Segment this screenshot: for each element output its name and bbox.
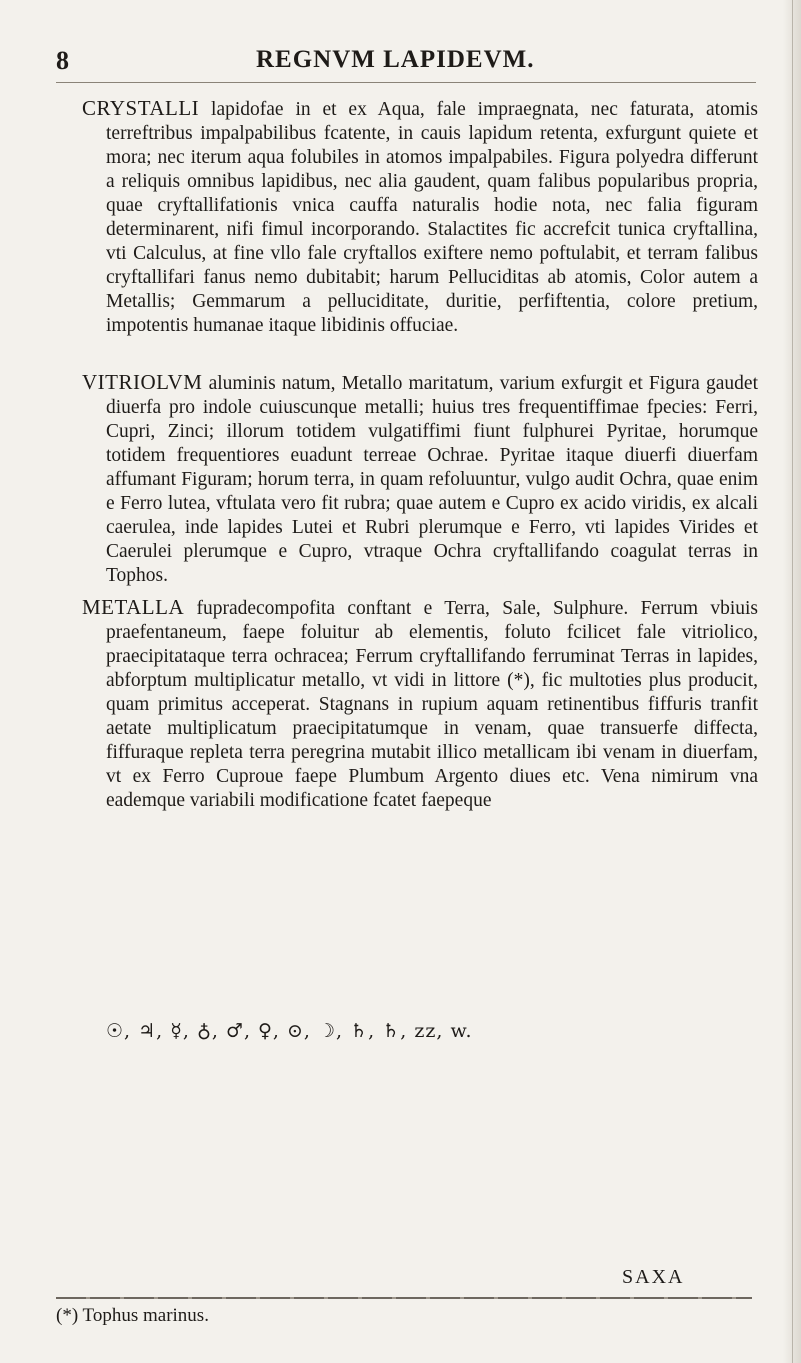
footnote: (*) Tophus marinus. [56, 1305, 209, 1326]
page-edge-line [792, 0, 793, 1363]
paragraph-vitriolum [82, 370, 758, 588]
paragraph-crystalli [82, 96, 758, 338]
running-title: REGNVM LAPIDEVM. [256, 46, 535, 73]
alchemical-symbols-line: ☉, ♃, ☿, ♁, ♂, ♀, ⊙, ☽, ♄, ♄, zz, w. [106, 1020, 473, 1042]
catchword: SAXA [622, 1266, 685, 1288]
page-number: 8 [56, 46, 69, 75]
paragraph-text: aluminis natum, Metallo maritatum, varium exfurgit et Figura gaudet diuerfa pro indole cuiuscunque metalli; huius tres frequentiffimae fpecies: Ferri, Cupri, Zinci; illorum totidem vulgatiffimi fiunt fulphurei Pyritae, horumque totidem frequentiores euadunt terreae Ochrae. Pyritae itaque diuerfi diuerfam affumant Figuram; horum terra, in quam refoluuntur, vulgo audit Ochra, quae enim e Ferro lutea, vftulata vero fit rubra; quae autem e Cupro ex acido viridis, ex alcali caerulea, inde lapides Lutei et Rubri plerumque e Ferro, vti lapides Virides et Caerulei plerumque e Cupro, vtraque Ochra cryftallifando coagulat terras in Tophos. [106, 373, 758, 586]
footnote-rule [56, 1297, 752, 1299]
paragraph-metalla [82, 595, 758, 813]
paragraph-text: lapidofae in et ex Aqua, fale impraegnata, nec faturata, atomis terreftribus impalpabilibus fcatente, in cauis lapidum retenta, exfurgunt quiete et mora; nec iterum aqua folubiles in atomos impalpabiles. Figura polyedra differunt a reliquis omnibus lapidibus, nec alia gaudent, quam falibus popularibus propria, quae cryftallifationis vnica cauffa naturalis hodie nota, nec falia figuram determinarent, nifi fimul incorporando. Stalactites fic accrefcit tunica cryftallina, vti Calculus, at fine vllo fale cryftallos exiftere nemo poftulabit, et terram falibus cryftallifari fanus nemo dubitabit; harum Pelluciditas ab atomis, Color autem a Metallis; Gemmarum a pelluciditate, duritie, perfiftentia, colore pretium, impotentis humanae itaque libidinis offuciae. [106, 99, 758, 336]
page-header [56, 44, 756, 80]
paragraph-lead-word: VITRIOLVM [82, 370, 203, 394]
header-rule [56, 82, 756, 83]
paragraph-lead-word: CRYSTALLI [82, 96, 200, 120]
paragraph-text: fupradecompofita conftant e Terra, Sale, Sulphure. Ferrum vbiuis praefentaneum, faepe foluitur ab elementis, foluto fcilicet fale vitriolico, praecipitataque terra ochracea; Ferrum cryftallifando ferruminat Terras in lapides, abforptum multiplicatur metallo, vt vidi in littore (*), fic multoties plus producit, quam primitus acceperat. Stagnans in rupium aquam retinentibus fiffuris tranfit aetate multiplicatum praecipitatumque in venam, quae transuerfe diffecta, fiffuraque repleta terra peregrina mutabit illico metallicam ibi venam in diuerfam, vt ex Ferro Cuproue faepe Plumbum Argento diues etc. Vena nimirum vna eademque variabili modificatione fcatet faepeque [106, 598, 758, 811]
paragraph-lead-word: METALLA [82, 595, 185, 619]
